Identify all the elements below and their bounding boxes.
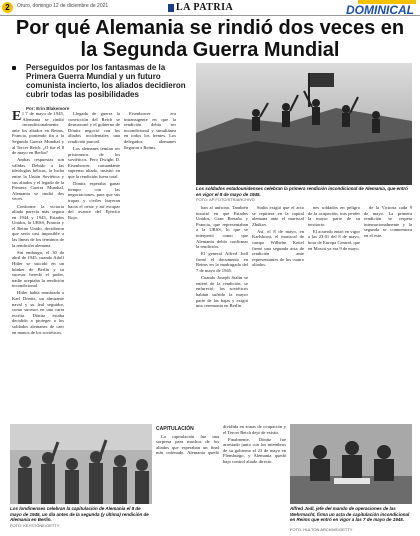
article-column-1: El 7 de mayo de 1945, Alemania se rindió incondicionalmente ante los aliados en Reims, Francia, poniendo fin a la Segunda Guerra Mundial y al Tercer Reich. ¿O fue el 8 de mayo en Berlín? Ambas respuestas son válidas. Debido a las ideologías bélicas, la lucha entre la Unión Soviética y sus aliados y el legado de la Primera Guerra Mundial, Alemania se rindió dos veces. Conforme la victoria aliada parecía más segura en 1944 y 1945, Estados Unidos, la URSS, Francia y el Reino Unido, decidieron que sería casi imposible a las líneas de los términos de la rendición alemana. Sin embargo, el 30 de abril de 1945, cuando Adolf Hitler se suicidó en un búnker de Berlín y su sucesor heredó el poder, nadie aceptaba la rendición incondicional. Hitler había nombrado a Karl Dönitz, un almirante naval y su leal seguidor, como sucesor en una carta escrita. Dönitz estaba decidido a proteger a los soldados alemanes de caer en manos de los soviéticos. [12, 111, 64, 335]
masthead: LA PATRIA [176, 2, 234, 13]
photo-soldiers-celebrating [196, 63, 412, 185]
byline: Por: Erin Blakemore [26, 106, 70, 111]
section-name: DOMINICAL [346, 3, 414, 17]
dropcap: E [12, 111, 22, 124]
article-section-capitulation: CAPITULACIÓN La capitulación fue una sorpresa para muchos de los aliados que esperaban un final más ordenado. Alemania quedó dividida en zonas de ocupación y el Tercer Reich dejó de existir. Finalmente, Dönitz fue arrestado junto con los miembros de su gobierno el 23 de mayo en Flensburgo, y Alemania quedó bajo control aliado directo. [156, 424, 286, 465]
photo-caption: Los londinenses celebran la capitulación de Alemania el 8 de mayo de 1945, un día antes de la segunda (y última) rendición de Alemania en Berlín. [10, 506, 149, 522]
photo-credit: FOTO: AP FOTO/STR/ARCHIVO [196, 197, 255, 202]
page-number: 2 [2, 2, 13, 13]
photo-credit: FOTO: KEYSTONE/GETTY [10, 523, 60, 528]
subhead: Perseguidos por los fantasmas de la Primera Guerra Mundial y un futuro comunista incierto, los aliados decidieron cubrir todas las posibilidades [26, 63, 186, 99]
article-column-3: Eisenhower era intransigente en que la rendición debía ser incondicional y simultánea en todos los frentes. Los delegados alemanes llegaron a Reims. [124, 111, 176, 150]
photo-caption: Alfred Jodl, jefe del mando de operaciones de las Wehrmacht, firma un acta de capitulación incondicional en Reims que entró en vigor a las 7 de mayo de 1945. [290, 506, 410, 522]
photo-jodl-signing [290, 424, 412, 504]
dateline: Oruro, domingo 12 de diciembre de 2021 [17, 3, 109, 9]
article-column-7: de la Victoria cada 9 de mayo. La primera rendición se respeta internacionalmente y la segunda se conmemora en el este. [364, 205, 412, 238]
photo-credit: FOTO: HULTON ARCHIVE/GETTY [290, 527, 353, 532]
subhead-bullet-icon [12, 66, 16, 70]
article-column-6: nes soldados en peligro de la ocupación, tras perder la mayor parte de su territorio. El acuerdo entró en vigor a las 23:01 del 8 de mayo, hora de Europa Central, que en Moscú ya era 9 de mayo. [308, 205, 360, 251]
article-column-2: Llegada de guerra la convicción del Reich se desmoronó y el gobierno de Dönitz negoció con los aliados occidentales una rendición parcial. Los alemanes temían ser prisioneros de los soviéticos. Pero Dwight D. Eisenhower, comandante supremo aliado, insistió en que la rendición fuera total. Dönitz esperaba ganar tiempo con las negociaciones, para que sus tropas y civiles huyeran hacia el oeste y así escapar del avance del Ejército Rojo. [68, 111, 120, 220]
article-column-4: ban al unísono. También insistió en que Estados Unidos, Gran Bretaña y Francia, que representaban a la URSS, lo que se interpretó como que Alemania debía confirmar la rendición. El general Alfred Jodl firmó el documento en Reims en la madrugada del 7 de mayo de 1945. Cuando Joseph Stalin se enteró de la rendición, se enfureció: los soviéticos habían sufrido la mayor parte de las bajas y exigió una ceremonia en Berlín. [196, 205, 248, 309]
photo-caption: Los soldados estadounidenses celebran la primera rendición incondicional de Alemania, que entró en vigor el 8 de mayo de 1945. [196, 186, 408, 197]
section-heading: CAPITULACIÓN [156, 426, 194, 432]
article-column-5: Stalin exigió que el acto se repitiera en la capital alemana ante el mariscal Zhúkov. Así, el 8 de mayo, en Karlshorst, el mariscal de campo Wilhelm Keitel firmó una segunda acta de rendición ante representantes de los cuatro aliados. [252, 205, 304, 268]
headline: Por qué Alemania se rindió dos veces en la Segunda Guerra Mundial [15, 17, 405, 61]
photo-london-crowd [10, 424, 152, 504]
masthead-logo-icon [168, 4, 174, 12]
